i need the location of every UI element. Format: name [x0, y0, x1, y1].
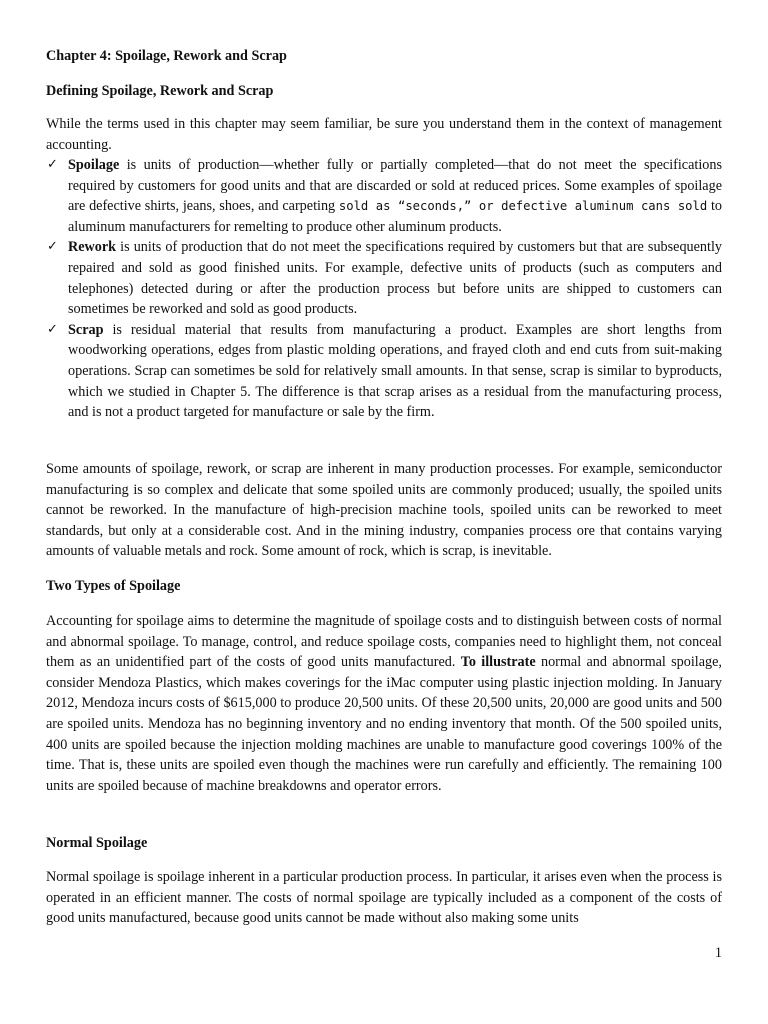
chapter-title: Chapter 4: Spoilage, Rework and Scrap	[46, 48, 287, 64]
page-number: 1	[714, 945, 722, 961]
scrap-text: is residual material that results from manufacturing a product. Examples are short lengths from woodworking operations, edges from plastic molding operations, and frayed cloth and end cuts from suit-making operations. Scrap can sometimes be sold for relatively small amounts. In that sense, scrap is similar to byproducts, which we studied in Chapter 5. The difference is that scrap arises as a residual from the manufacturing process, and is not a product targeted for manufacture or sale by the firm.	[68, 321, 722, 421]
spoilage-text: is units of production—whether fully or partially completed—that do not meet the specifications required by customers for good units and that are discarded or sold at reduced prices. Some examples of spoilage are defective shirts, jeans, shoes, and carpeting	[68, 157, 722, 215]
intro-paragraph: While the terms used in this chapter may seem familiar, be sure you understand them in the context of management accounting.	[46, 116, 722, 153]
rework-text: is units of production that do not meet the specifications required by customers but that are subsequently repaired and sold as good finished units. For example, defective units of products (such as computers and telephones) detected during or after the production process but before units are shipped to customers can sometimes be reworked and sold as good products.	[68, 239, 722, 318]
section-heading-normal: Normal Spoilage	[46, 835, 148, 851]
closing-paragraph: Some amounts of spoilage, rework, or scrap are inherent in many production processes. For example, semiconductor manufacturing is so complex and delicate that some spoiled units are commonly produced; usually, the spoiled units cannot be reworked. In the manufacture of high-precision machine tools, spoiled units can be reworked to meet standards, but only at a considerable cost. And in the mining industry, companies process ore that contains varying amounts of valuable metals and rock. Some amount of rock, which is scrap, is inevitable.	[46, 461, 722, 560]
section-heading-two-types: Two Types of Spoilage	[46, 578, 181, 594]
definition-item-scrap	[46, 320, 722, 423]
term-spoilage: Spoilage	[68, 157, 120, 173]
normal-spoilage-paragraph: Normal spoilage is spoilage inherent in a particular production process. In particular, it arises even when the process is operated in an efficient manner. The costs of normal spoilage are typically included as a component of the costs of good units manufactured, because good units cannot be made without also making some units	[46, 869, 722, 927]
to-illustrate-bold: To illustrate	[460, 654, 536, 671]
spoilage-text-end: to aluminum manufacturers for remelting to produce other aluminum products.	[68, 198, 722, 235]
two-types-text: Accounting for spoilage aims to determine the magnitude of spoilage costs and to distinguish between costs of normal and abnormal spoilage. To manage, control, and reduce spoilage costs, companies need to highlight them, not conceal them as an unidentified part of the costs of good units manufactured.	[46, 613, 722, 671]
two-types-text-end: normal and abnormal spoilage, consider Mendoza Plastics, which makes coverings for the iMac computer using plastic injection molding. In January 2012, Mendoza incurs costs of $615,000 to produce 20,500 units. Of these 20,500 units, 20,000 are good units and 500 are spoiled units. Mendoza has no beginning inventory and no ending inventory that month. Of the 500 spoiled units, 400 units are spoiled because the injection molding machines are unable to manufacture good coverings 100% of the time. That is, these units are spoiled even though the machines were run carefully and efficiently. The remaining 100 units are spoiled because of machine breakdowns and operator errors.	[46, 654, 722, 794]
definition-item-rework	[46, 237, 722, 319]
checkmark-icon: ✓	[47, 157, 58, 172]
term-rework: Rework	[68, 239, 117, 256]
checkmark-icon: ✓	[47, 239, 58, 255]
spoilage-mono-text: sold as “seconds,” or defective aluminum cans sold	[338, 199, 708, 214]
section-heading-defining: Defining Spoilage, Rework and Scrap	[46, 83, 274, 99]
two-types-paragraph	[46, 611, 722, 796]
term-scrap: Scrap	[68, 321, 104, 338]
definitions-list	[46, 155, 722, 423]
definition-item-spoilage	[46, 155, 722, 237]
checkmark-icon: ✓	[47, 321, 58, 337]
